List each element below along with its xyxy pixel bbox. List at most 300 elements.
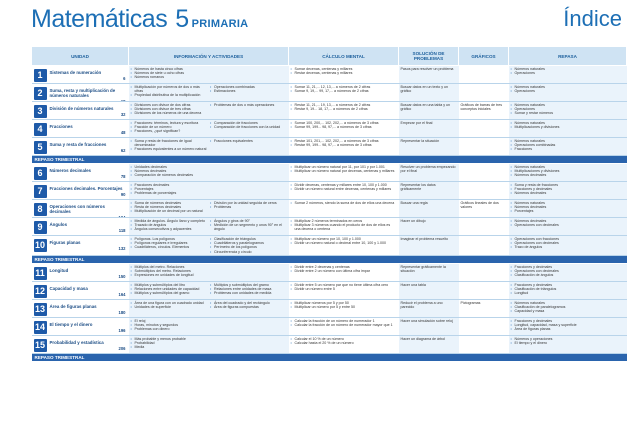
list-item: • Restar 99, 199... 98, 97,... a números de 3 cifras (291, 143, 397, 147)
info-columns (131, 121, 287, 134)
col-header-problemas: SOLUCIÓN DE PROBLEMAS (399, 47, 459, 66)
graphs-cell (459, 66, 509, 84)
unit-title: Suma, resta y multiplicación de números naturales (49, 88, 116, 98)
list-item: • Cuadriláteros y paralelogramos (210, 241, 287, 245)
list-item: • Fracciones y decimales (511, 187, 625, 191)
list-item: • Números decimales (511, 173, 625, 177)
unit-label (34, 201, 127, 216)
unit-cell (32, 102, 129, 120)
list-item: • Números naturales (511, 85, 625, 89)
unit-row (32, 317, 627, 335)
unit-name (47, 285, 127, 297)
unit-cell (32, 281, 129, 299)
unit-row (32, 200, 627, 218)
calc-cell (289, 164, 399, 182)
list-item: • Múltiplos del metro. Relaciones (131, 265, 287, 269)
bullet-list (210, 121, 287, 134)
list-item: • Suma y resta de fracciones de igual denominador (131, 139, 208, 147)
list-item: • Sumar 9, 19,... 99, 17,... a números de 2 cifras (291, 89, 397, 93)
info-cell (129, 102, 289, 120)
unit-title: Área de figuras planas (49, 303, 97, 309)
unit-title: Figuras planas (49, 240, 81, 245)
col-header-repasa: REPASA (509, 47, 627, 66)
unit-title: Longitud (49, 267, 69, 273)
unit-number-badge: 15 (34, 339, 45, 350)
index-label: Índice (563, 6, 622, 31)
list-item: • Medición de un segmento y unos 90° en el ángulo (210, 223, 287, 231)
unit-page: 132 (118, 246, 126, 251)
title-text: Matemáticas (31, 5, 168, 33)
unit-label (34, 301, 127, 316)
problems-cell: Buscar una regla (399, 200, 459, 218)
unit-number-badge: 12 (34, 285, 45, 296)
unit-number-badge: 6 (34, 167, 47, 180)
list-item: • Polígonos. Los polígonos (131, 237, 208, 241)
trimester-review-row (32, 255, 627, 263)
bullet-list (511, 103, 625, 116)
info-cell (129, 164, 289, 182)
info-columns (131, 103, 287, 116)
unit-label (34, 165, 127, 180)
list-item: • Sumar 2 números, siendo la suma de dos de ellos una decena (291, 201, 397, 205)
unit-cell (32, 84, 129, 102)
bullet-list (210, 85, 287, 98)
list-item: • Números decimales (511, 191, 625, 195)
bullet-list (511, 201, 625, 214)
calc-cell (289, 317, 399, 335)
table-header-row (32, 47, 627, 66)
list-item: • Trazo de ángulos (511, 245, 625, 249)
unit-label (34, 237, 127, 252)
problems-cell: Imaginar el problema resuelto (399, 236, 459, 256)
unit-title: División de números naturales (49, 106, 114, 111)
unit-row (32, 164, 627, 182)
unit-number-badge: 5 (34, 141, 47, 154)
unit-page: 180 (118, 309, 126, 315)
unit-page: 48 (120, 130, 126, 135)
bullet-list (291, 265, 397, 273)
list-item: • Cuadriláteros, círculos. Elementos (131, 245, 208, 249)
table-body (32, 66, 627, 362)
list-item: • Restar decenas, centenas y millares (291, 71, 397, 75)
list-item: • Números decimales (511, 219, 625, 223)
unit-title: Fracciones decimales. Porcentajes (49, 186, 123, 191)
trimester-review-label: REPASO TRIMESTRAL (32, 156, 627, 164)
unit-title: Sistemas de numeración (49, 70, 102, 75)
unit-row (32, 182, 627, 200)
info-cell (129, 281, 289, 299)
calc-cell (289, 200, 399, 218)
bullet-list (291, 319, 397, 327)
calc-cell (289, 335, 399, 353)
unit-cell (32, 182, 129, 200)
unit-title: Capacidad y masa (49, 285, 88, 291)
review-cell (509, 138, 627, 156)
info-cell (129, 236, 289, 256)
list-item: • Multiplicar un número por 10, 100 y 1.000 (291, 237, 397, 241)
unit-cell (32, 299, 129, 317)
review-cell (509, 84, 627, 102)
unit-name (47, 240, 127, 251)
unit-page: 206 (118, 345, 126, 351)
unit-label (34, 337, 127, 352)
unit-row (32, 102, 627, 120)
list-item: • Área de figuras compuestas (210, 305, 287, 309)
unit-name (47, 303, 127, 315)
list-item: • Multiplicar 2 números terminados en ceros (291, 219, 397, 223)
list-item: • Calcular el 10 % de un número (291, 337, 397, 341)
list-item: • Fracciones: términos, lectura y escritura (131, 121, 208, 125)
bullet-list (131, 237, 208, 254)
bullet-list (131, 219, 208, 232)
list-item: • Fracciones y decimales (511, 319, 625, 323)
info-cell (129, 182, 289, 200)
info-columns (131, 283, 287, 296)
col-header-informacion: INFORMACIÓN Y ACTIVIDADES (129, 47, 289, 66)
review-cell (509, 263, 627, 281)
list-item: • Números decimales (131, 169, 287, 173)
review-cell (509, 164, 627, 182)
unit-page: 78 (120, 174, 126, 179)
unit-row (32, 299, 627, 317)
unit-name (47, 267, 127, 279)
review-cell (509, 102, 627, 120)
unit-name (47, 186, 127, 197)
info-cell (129, 335, 289, 353)
problems-cell: Reducir el problema a uno parecido (399, 299, 459, 317)
bullet-list (131, 121, 208, 134)
unit-number-badge: 11 (35, 267, 45, 278)
list-item: • Números naturales (511, 103, 625, 107)
unit-page: 32 (120, 112, 126, 117)
unit-title: Ángulos (49, 222, 68, 227)
bullet-list (291, 139, 397, 147)
bullet-list (291, 103, 397, 111)
calc-cell (289, 263, 399, 281)
unit-label (34, 283, 127, 298)
page-header (0, 0, 640, 36)
trimester-review-row (32, 156, 627, 164)
calc-cell (289, 236, 399, 256)
graphs-cell (459, 182, 509, 200)
list-item: • Fracciones y decimales (511, 265, 625, 269)
unit-label (34, 67, 127, 82)
col-header-calculo: CÁLCULO MENTAL (289, 47, 399, 66)
list-item: • Operaciones con decimales (511, 269, 625, 273)
unit-name (47, 204, 127, 218)
unit-cell (32, 164, 129, 182)
bullet-list (511, 219, 625, 227)
list-item: • Múltiplos y submúltiplos del gramo (131, 291, 208, 295)
list-item: • Problemas de dos o más operaciones (210, 103, 287, 107)
info-cell (129, 299, 289, 317)
list-item: • Operaciones (511, 107, 625, 111)
info-columns (131, 219, 287, 232)
unit-row (32, 66, 627, 84)
bullet-list (511, 319, 625, 332)
unit-name (47, 106, 127, 117)
graphs-cell (459, 281, 509, 299)
bullet-list (511, 301, 625, 314)
info-columns (131, 67, 287, 80)
bullet-list (291, 283, 397, 291)
list-item: • Números de hasta cinco cifras (131, 67, 287, 71)
list-item: • El tiempo y el dinero (511, 341, 625, 345)
unit-page: 150 (118, 273, 126, 279)
list-item: • Submúltiplos del metro. Relaciones (131, 269, 287, 273)
unit-title: Probabilidad y estadística (49, 339, 104, 345)
bullet-list (511, 85, 625, 93)
unit-row (32, 263, 627, 281)
list-item: • Números decimales (511, 205, 625, 209)
list-item: • Números naturales (511, 67, 625, 71)
list-item: • Polígonos regulares e irregulares (131, 241, 208, 245)
unit-cell (32, 335, 129, 353)
calc-cell (289, 138, 399, 156)
unit-name (47, 142, 127, 153)
problems-cell: Pasos para resolver un problema (399, 66, 459, 84)
bullet-list (131, 201, 208, 214)
list-item: • Fracción de un número (131, 125, 208, 129)
list-item: • Comparación de fracciones (210, 121, 287, 125)
list-item: • Dividir un número natural entre decenas, centenas y millares (291, 187, 397, 191)
grade-number: 5 (175, 5, 189, 33)
bullet-list (291, 337, 397, 345)
list-item: • Sumar decenas, centenas y millares (291, 67, 397, 71)
list-item: • Operaciones con fracciones (511, 237, 625, 241)
bullet-list (210, 103, 287, 116)
list-item: • Circunferencia y círculo (210, 250, 287, 254)
unit-label (34, 85, 127, 100)
list-item: • Media (131, 345, 287, 349)
list-item: • Fracciones (511, 147, 625, 151)
list-item: • Multiplicar 3 números cuando el producto de dos de ellos es una decena o centena (291, 223, 397, 231)
list-item: • Multiplicar números por 5 y por 50 (291, 301, 397, 305)
unit-row (32, 138, 627, 156)
bullet-list (511, 265, 625, 278)
bullet-list (291, 165, 397, 173)
bullet-list (291, 301, 397, 309)
unit-page: 62 (120, 148, 126, 153)
info-cell (129, 84, 289, 102)
list-item: • Expresiones en unidades de longitud (131, 273, 287, 277)
bullet-list (131, 67, 287, 80)
unit-row (32, 236, 627, 256)
unit-number-badge: 9 (34, 221, 47, 234)
list-item: • Operaciones con decimales (511, 241, 625, 245)
unit-cell (32, 120, 129, 138)
bullet-list (131, 85, 208, 98)
list-item: • Operaciones combinadas (210, 85, 287, 89)
unit-page: 196 (118, 327, 126, 333)
bullet-list (210, 237, 287, 254)
list-item: • Dividir entre 5 un número par que no tiene última cifra cero (291, 283, 397, 287)
info-columns (131, 139, 287, 152)
bullet-list (511, 283, 625, 296)
unit-number-badge: 2 (34, 87, 47, 100)
list-item: • Longitud (511, 291, 625, 295)
unit-label (34, 319, 127, 334)
problems-cell: Representar gráficamente la situación (399, 263, 459, 281)
list-item: • Unidades de superficie (131, 305, 208, 309)
bullet-list (291, 183, 397, 191)
list-item: • Dividir entre 2 un número con última cifra impar (291, 269, 397, 273)
list-item: • Suma de números decimales (131, 201, 208, 205)
unit-row (32, 218, 627, 236)
list-item: • Números naturales (511, 301, 625, 305)
list-item: • Clasificación de ángulos (511, 273, 625, 277)
list-item: • Fracciones equivalentes (210, 139, 287, 143)
list-item: • Sumar 100, 200,... 102, 202,... a números de 3 cifras (291, 121, 397, 125)
bullet-list (210, 283, 287, 296)
bullet-list (131, 139, 208, 152)
list-item: • Dividir un número natural o decimal entre 10, 100 y 1.000 (291, 241, 397, 245)
unit-page: 6 (123, 76, 126, 81)
list-item: • Divisiones con divisor de dos cifras (131, 103, 208, 107)
list-item: • Operaciones con decimales (511, 223, 625, 227)
unit-number-badge: 7 (34, 185, 47, 198)
list-item: • Multiplicar un número natural por 11, por 101 y por 1.001 (291, 165, 397, 169)
list-item: • Multiplicación de un decimal por un natural (131, 209, 208, 213)
bullet-list (291, 67, 397, 75)
unit-page: 90 (120, 192, 126, 197)
calc-cell (289, 66, 399, 84)
list-item: • Divisiones de los números de una decena (131, 111, 208, 115)
review-cell (509, 317, 627, 335)
bullet-list (131, 183, 287, 196)
list-item: • Números romanos (131, 75, 287, 79)
problems-cell: Resolver un problema empezando por el final (399, 164, 459, 182)
info-columns (131, 183, 287, 196)
problems-cell: Empezar por el final (399, 120, 459, 138)
unit-title: Operaciones con números decimales (49, 204, 105, 214)
list-item: • Operaciones (511, 71, 625, 75)
unit-label (34, 219, 127, 234)
list-item: • Números naturales (511, 139, 625, 143)
list-item: • Suma y resta de fracciones (511, 183, 625, 187)
bullet-list (511, 237, 625, 250)
graphs-cell (459, 84, 509, 102)
unit-label (34, 121, 127, 136)
unit-title: Números decimales (49, 168, 91, 173)
bullet-list (131, 337, 287, 350)
list-item: • Área de una figura con un cuadrado unidad (131, 301, 208, 305)
bullet-list (511, 337, 625, 345)
graphs-cell (459, 164, 509, 182)
list-item: • Calcular la fracción de un número de numerador 1 (291, 319, 397, 323)
list-item: • Porcentajes (131, 187, 287, 191)
list-item: • Fracciones equivalentes a un número natural (131, 147, 208, 151)
unit-number-badge: 4 (34, 123, 47, 136)
unit-number-badge: 10 (34, 240, 45, 250)
bullet-list (210, 201, 287, 214)
list-item: • Problemas con dinero (131, 327, 287, 331)
graphs-cell (459, 263, 509, 281)
unit-row (32, 84, 627, 102)
problems-cell: Hacer una simulación sobre reloj (399, 317, 459, 335)
info-columns (131, 201, 287, 214)
bullet-list (291, 121, 397, 129)
list-item: • Multiplicaciones y divisiones (511, 169, 625, 173)
info-cell (129, 218, 289, 236)
list-item: • Números naturales (511, 201, 625, 205)
list-item: • Ángulos consecutivos y adyacentes (131, 227, 208, 231)
unit-title: Suma y resta de fracciones (49, 142, 107, 147)
list-item: • Horas, minutos y segundos (131, 323, 287, 327)
bullet-list (511, 139, 625, 152)
list-item: • Unidades decimales (131, 165, 287, 169)
col-header-unidad: UNIDAD (32, 47, 129, 66)
unit-number-badge: 13 (34, 303, 45, 314)
bullet-list (511, 121, 625, 129)
calc-cell (289, 218, 399, 236)
index-table (31, 46, 627, 362)
graphs-cell: Gráficos lineales de dos valores (459, 200, 509, 218)
list-item: • Números de siete u ocho cifras (131, 71, 287, 75)
list-item: • Números naturales (511, 121, 625, 125)
info-columns (131, 301, 287, 309)
info-cell (129, 317, 289, 335)
bullet-list (291, 201, 397, 205)
info-columns (131, 85, 287, 98)
list-item: • Dividir entre 2 decenas y centenas (291, 265, 397, 269)
calc-cell (289, 182, 399, 200)
review-cell (509, 182, 627, 200)
list-item: • Restar 11, 21,... 19, 13,... a números de 2 cifras (291, 103, 397, 107)
problems-cell: Buscar datos en una tabla y un gráfico (399, 102, 459, 120)
unit-cell (32, 138, 129, 156)
list-item: • Números naturales (511, 165, 625, 169)
graphs-cell (459, 120, 509, 138)
unit-number-badge: 1 (34, 69, 47, 82)
list-item: • Comparación de números decimales (131, 173, 287, 177)
info-columns (131, 237, 287, 254)
graphs-cell: Pictogramas (459, 299, 509, 317)
list-item: • Operaciones combinadas (511, 143, 625, 147)
list-item: • Propiedad distributiva de la multiplicación (131, 93, 208, 97)
review-cell (509, 218, 627, 236)
bullet-list (131, 319, 287, 332)
unit-row (32, 281, 627, 299)
bullet-list (131, 165, 287, 178)
list-item: • Fracciones, ¿qué significan? (131, 129, 208, 133)
list-item: • Multiplicar un número natural por decenas, centenas y millares (291, 169, 397, 173)
unit-title: Fracciones (49, 124, 73, 129)
list-item: • Operaciones (511, 89, 625, 93)
list-item: • Multiplicaciones y divisiones (511, 125, 625, 129)
unit-name (47, 168, 127, 179)
unit-name (47, 222, 127, 233)
calc-cell (289, 84, 399, 102)
info-columns (131, 265, 287, 278)
list-item: • Múltiplos y submúltiplos del gramo (210, 283, 287, 287)
info-columns (131, 319, 287, 332)
list-item: • Fracciones y decimales (511, 283, 625, 287)
graphs-cell (459, 335, 509, 353)
bullet-list (511, 67, 625, 75)
unit-label (34, 183, 127, 198)
list-item: • Trazado de ángulos (131, 223, 208, 227)
unit-page: 18 (120, 99, 126, 102)
unit-name (47, 124, 127, 135)
list-item: • Restar 9, 19... 18, 17,... a números de 2 cifras (291, 107, 397, 111)
info-columns (131, 337, 287, 350)
list-item: • División por la unidad seguida de ceros (210, 201, 287, 205)
list-item: • Números y operaciones (511, 337, 625, 341)
list-item: • Más probable y menos probable (131, 337, 287, 341)
graphs-cell (459, 218, 509, 236)
unit-page: 104 (118, 215, 126, 218)
